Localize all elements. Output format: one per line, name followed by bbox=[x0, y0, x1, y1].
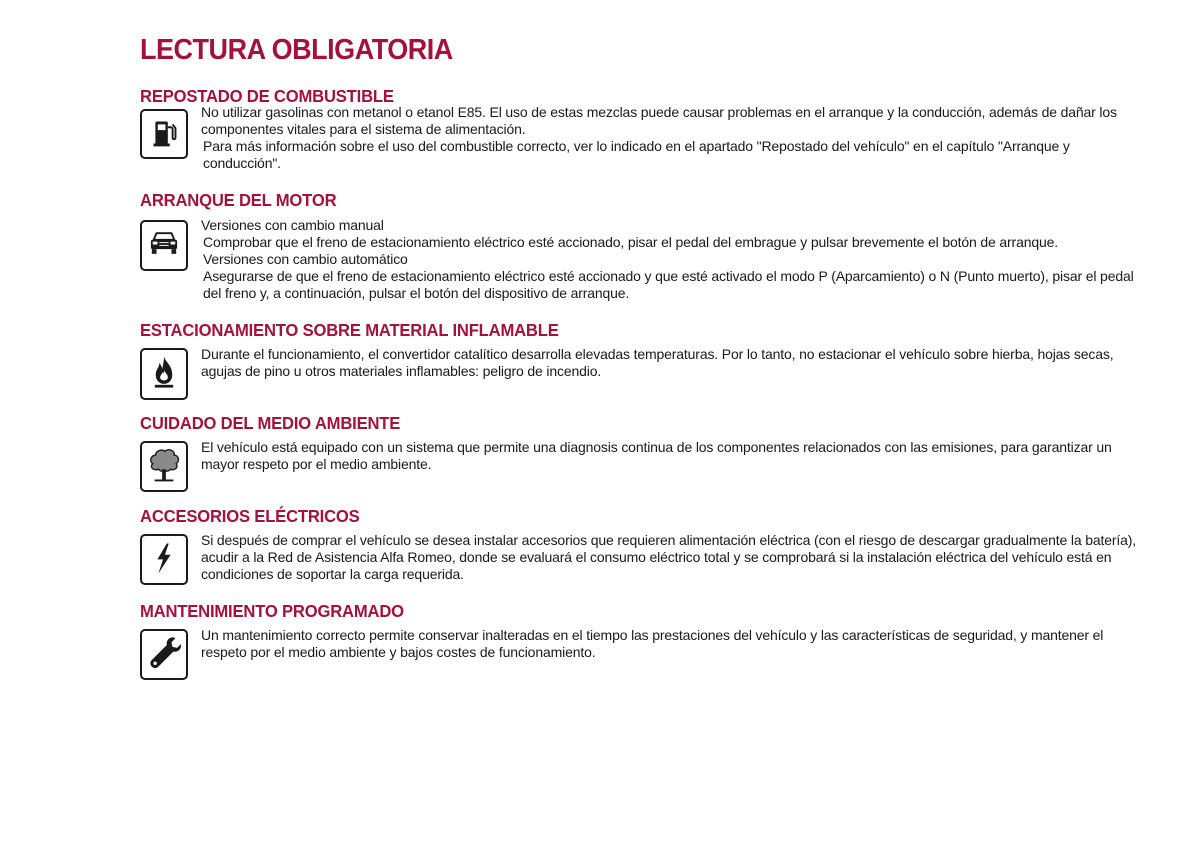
section-arranque bbox=[140, 190, 1140, 302]
paragraph: Para más información sobre el uso del combustible correcto, ver lo indicado en el apartado "Repostado del vehículo" en el capítulo "Arranque y conducción". bbox=[203, 138, 1070, 171]
car-front-icon bbox=[140, 220, 188, 271]
lightning-bolt-icon bbox=[140, 534, 188, 585]
paragraph: No utilizar gasolinas con metanol o etanol E85. El uso de estas mezclas puede causar problemas en el arranque y la conducción, además de dañar los componentes vitales para el sistema de alimentación. bbox=[201, 104, 1117, 137]
section-repostado bbox=[140, 86, 1140, 172]
tree-icon bbox=[140, 441, 188, 492]
flame-icon bbox=[140, 348, 188, 400]
section-heading: REPOSTADO DE COMBUSTIBLE bbox=[140, 86, 394, 106]
wrench-icon bbox=[140, 629, 188, 680]
page-title: LECTURA OBLIGATORIA bbox=[140, 34, 453, 66]
paragraph: Asegurarse de que el freno de estacionamiento eléctrico esté accionado y que esté activado el modo P (Aparcamiento) o N (Punto muerto), pisar el pedal del freno y, a continuación, pulsar el botón del dispositivo de arranque. bbox=[203, 268, 1134, 301]
paragraph: Si después de comprar el vehículo se desea instalar accesorios que requieren alimentación eléctrica (con el riesgo de descargar gradualmente la batería), acudir a la Red de Asistencia Alfa Romeo, donde se evaluará el consumo eléctrico total y se comprobará si la instalación eléctrica del vehículo está en condiciones de soportar la carga requerida. bbox=[201, 532, 1137, 582]
paragraph: El vehículo está equipado con un sistema que permite una diagnosis continua de los componentes relacionados con las emisiones, para garantizar un mayor respeto por el medio ambiente. bbox=[201, 439, 1112, 472]
section-heading: ACCESORIOS ELÉCTRICOS bbox=[140, 506, 360, 526]
section-accesorios-electricos bbox=[140, 506, 1140, 583]
section-inflamable bbox=[140, 320, 1140, 380]
paragraph: Durante el funcionamiento, el convertidor catalítico desarrolla elevadas temperaturas. Por lo tanto, no estacionar el vehículo sobre hierba, hojas secas, agujas de pino u otros materiales inflamables: peligro de incendio. bbox=[201, 346, 1114, 379]
section-heading: ARRANQUE DEL MOTOR bbox=[140, 190, 337, 210]
fuel-pump-icon bbox=[140, 109, 188, 159]
paragraph: Un mantenimiento correcto permite conservar inalteradas en el tiempo las prestaciones del vehículo y las características de seguridad, y mantener el respeto por el medio ambiente y bajos costes de funcionamiento. bbox=[201, 627, 1104, 660]
section-mantenimiento bbox=[140, 601, 1140, 661]
section-heading: ESTACIONAMIENTO SOBRE MATERIAL INFLAMABLE bbox=[140, 320, 559, 340]
section-medio-ambiente bbox=[140, 413, 1140, 473]
section-heading: MANTENIMIENTO PROGRAMADO bbox=[140, 601, 404, 621]
paragraph: Comprobar que el freno de estacionamiento eléctrico esté accionado, pisar el pedal del embrague y pulsar brevemente el botón de arranque. bbox=[203, 234, 1058, 250]
paragraph: Versiones con cambio manual bbox=[201, 217, 384, 233]
section-heading: CUIDADO DEL MEDIO AMBIENTE bbox=[140, 413, 401, 433]
paragraph: Versiones con cambio automático bbox=[203, 251, 408, 267]
